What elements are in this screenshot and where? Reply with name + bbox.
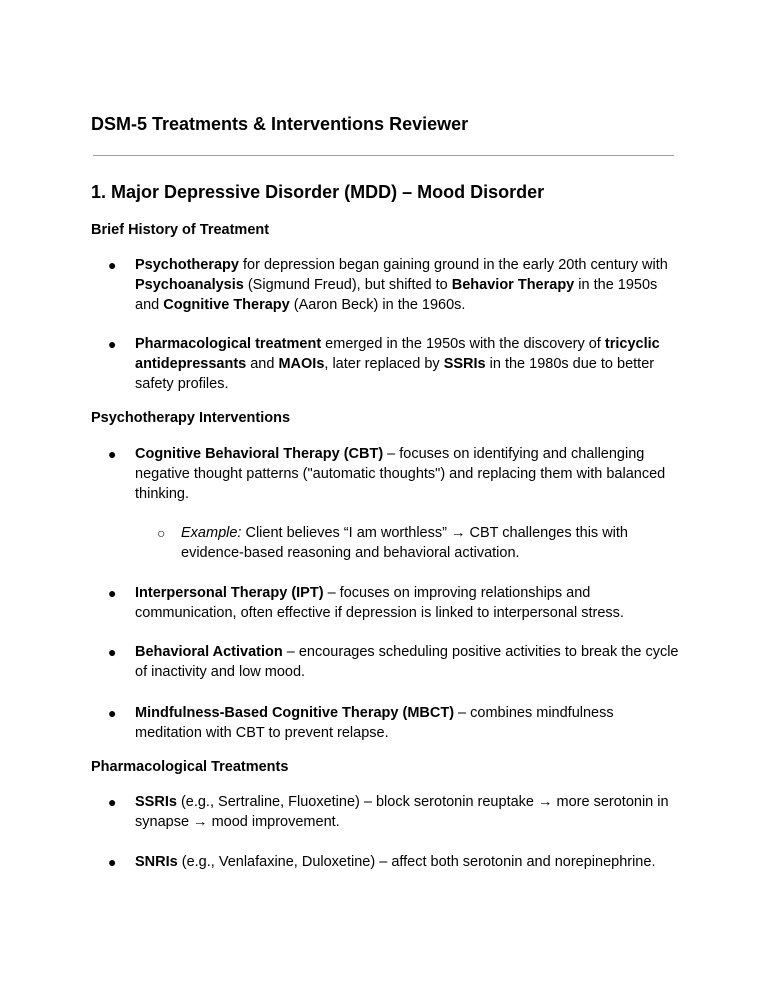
sub-list-item-text: Example: Client believes “I am worthless” → CBT challenges this with evidence-based reasoning and behavioral activation. <box>181 525 628 561</box>
pharmacological-heading: Pharmacological Treatments <box>91 759 289 775</box>
section-title: 1. Major Depressive Disorder (MDD) – Mood Disorder <box>91 182 545 202</box>
bullet-icon: ● <box>108 446 117 462</box>
psychotherapy-heading: Psychotherapy Interventions <box>91 410 291 426</box>
bullet-icon: ● <box>108 705 117 721</box>
list-item-text: Behavioral Activation – encourages scheduling positive activities to break the cycle of inactivity and low mood. <box>135 644 679 680</box>
list-item-text: Psychotherapy for depression began gaining ground in the early 20th century with Psychoanalysis (Sigmund Freud), but shifted to Behavior Therapy in the 1950s and Cognitive Therapy (Aaron Beck) in the 1960s. <box>135 257 668 313</box>
list-item-text: Interpersonal Therapy (IPT) – focuses on improving relationships and communication, often effective if depression is linked to interpersonal stress. <box>135 585 624 621</box>
sub-bullet-icon: ○ <box>157 525 166 541</box>
list-item-text: SSRIs (e.g., Sertraline, Fluoxetine) – block serotonin reuptake → more serotonin in synapse → mood improvement. <box>135 794 669 830</box>
bullet-icon: ● <box>108 336 117 352</box>
bullet-icon: ● <box>108 794 117 810</box>
bullet-icon: ● <box>108 257 117 273</box>
bullet-icon: ● <box>108 644 117 660</box>
list-item-text: Pharmacological treatment emerged in the 1950s with the discovery of tricyclic antidepressants and MAOIs, later replaced by SSRIs in the 1980s due to better safety profiles. <box>135 336 660 392</box>
list-item-text: Cognitive Behavioral Therapy (CBT) – focuses on identifying and challenging negative thought patterns ("automatic thoughts") and replacing them with balanced thinking. <box>135 446 666 502</box>
list-item-text: Mindfulness-Based Cognitive Therapy (MBCT) – combines mindfulness meditation with CBT to prevent relapse. <box>135 705 614 741</box>
document-title: DSM-5 Treatments & Interventions Reviewer <box>91 114 469 134</box>
bullet-icon: ● <box>108 585 117 601</box>
bullet-icon: ● <box>108 854 117 870</box>
horizontal-rule <box>93 155 674 156</box>
history-heading: Brief History of Treatment <box>91 222 270 238</box>
list-item-text: SNRIs (e.g., Venlafaxine, Duloxetine) – affect both serotonin and norepinephrine. <box>135 854 656 870</box>
